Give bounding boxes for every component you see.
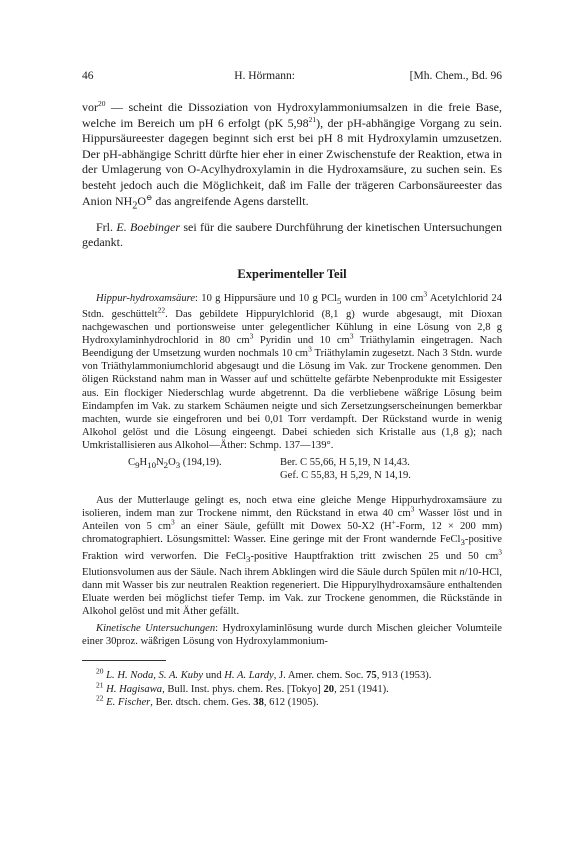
hippur-sub-1: 5 <box>336 295 342 306</box>
thanks-text-1: Frl. <box>96 219 117 234</box>
ml-sub-2: 3 <box>246 553 251 564</box>
formula-c: C <box>128 456 136 468</box>
ml-sup-4: 3 <box>498 547 502 557</box>
footnote-ref-22: 22 <box>157 305 166 315</box>
footnote-authors: E. Fischer <box>106 696 151 708</box>
ml-text-5: -positive Fraktion wird verworfen. Die FeCl <box>82 534 502 562</box>
formula-mw: (194,19). <box>180 456 222 468</box>
hippur-sup-5: 3 <box>308 344 312 354</box>
hippur-text-1: : 10 g Hippursäure und 10 g PCl <box>195 292 337 304</box>
footnote-volume: 38 <box>253 696 264 708</box>
intro-text-5: das angreifende Agens darstellt. <box>152 193 309 208</box>
ml-sup-2: 3 <box>170 517 175 527</box>
ml-text-1: Aus der Mutterlauge gelingt es, noch etwa eine gleiche Menge Hippurhydroxamsäure zu isolieren, indem man zur Trockene nimmt, den Rückstand in etwa 40 cm <box>82 495 502 520</box>
formula-h-sub: 10 <box>147 460 156 471</box>
footnote-authors-2: H. A. Lardy <box>224 670 274 682</box>
mother-liquor-paragraph <box>82 494 502 618</box>
hippur-lead: Hippur-hydroxamsäure <box>96 292 196 304</box>
footnote-num: 22 <box>96 693 104 703</box>
ml-normality: n <box>459 566 465 578</box>
kinetic-text-1: : Hydroxylaminlösung wurde durch Mischen gleicher Volumteile einer 30proz. wäßrigen Lösung von Hydroxylammonium- <box>82 623 503 648</box>
found-values: Gef. C 55,83, H 5,29, N 14,19. <box>280 470 411 482</box>
intro-text-3: ), der pH-abhängige Vorgang zu sein. Hippursäureester dagegen beginnt sich erst bei pH 8 mit Hydroxylamin umzusetzen. Der pH-abhängige Schritt dürfte hier eher in einer Zwischenstufe der Reaktion, etwa in der Umlagerung von O-Acylhydroxylamin in die Hydroxamsäure, zu suchen sein. Es besteht jedoch auch die Möglichkeit, daß im Falle der trägeren Carbonsäureester das Anion NH <box>82 115 502 208</box>
molecular-formula <box>82 456 280 482</box>
elemental-analysis <box>82 456 502 482</box>
ml-text-7: Elutionsvolumen aus der Säule. Nach ihrem Abklingen wird die Säule durch Spülen mit <box>82 566 460 578</box>
intro-sub: 2 <box>132 199 138 211</box>
intro-text-1: vor <box>82 100 98 114</box>
ml-sup-3: + <box>391 517 396 527</box>
ml-text-6: -positive Hauptfraktion tritt zwischen 25 und 50 cm <box>250 550 499 562</box>
footnote-volume: 20 <box>323 683 335 695</box>
footnote-and: und <box>203 670 225 682</box>
footnote-source: , Bull. Inst. phys. chem. Res. [Tokyo] <box>162 683 324 695</box>
hippur-text-5: Pyridin und 10 cm <box>253 335 350 347</box>
footnote-21 <box>82 680 502 696</box>
footnote-tail: , 913 (1953). <box>376 670 432 682</box>
intro-text-2: — scheint die Dissoziation von Hydroxylammoniumsalzen in die freie Base, welche im Bereich um pH 6 erfolgt (pK 5,98 <box>82 100 502 130</box>
footnote-source: , J. Amer. chem. Soc. <box>273 670 367 682</box>
formula-n: N <box>155 456 164 468</box>
running-header <box>82 68 502 84</box>
footnote-num: 21 <box>96 680 104 690</box>
thanks-paragraph <box>82 220 502 251</box>
anion-charge: ⊖ <box>146 192 153 202</box>
hippur-text-6: Triäthylamin eingetragen. Nach Beendigung der Umsetzung wurden nochmals 10 cm <box>82 335 503 360</box>
hippur-text-2: wurden in 100 cm <box>341 292 424 304</box>
hippur-text-4: . Das gebildete Hippurylchlorid (8,1 g) wurde abgesaugt, mit Dioxan nachgewaschen und portionsweise unter gelegentlicher Kühlung in eine Lösung von 2,8 g Hydroxylaminhydrochlorid in 80 cm <box>82 308 502 347</box>
footnote-20 <box>82 666 502 682</box>
page-number: 46 <box>82 70 94 82</box>
analysis-values <box>280 456 411 482</box>
section-heading: Experimenteller Teil <box>237 266 347 281</box>
hippur-text-7: Triäthylamin zugesetzt. Nach 3 Stdn. wurde von Triäthylammoniumchlorid abgesaugt und die Lösung im Vak. zur Trockene genommen. Den öligen Rückstand nahm man in Wasser auf und schüttelte gefärbte Nebenprodukte mit Essigester aus. Ein flockiger Niederschlag wurde abgetrennt. Da die verbliebene wäßrige Lösung beim Eindampfen im Vak. zu starkem Schäumen neigte und sich Zersetzungserscheinungen bemerkbar machten, wurde sie eingefroren und bei 0,01 Torr verdampft. Der Rückstand wurde in wenig Alkohol gelöst und die Lösung eingeengt. Dabei schieden sich Kristalle aus (1,8 g); nach Umkristallisieren aus Alkohol—Äther: Schmp. 137—139°. <box>82 348 502 451</box>
formula-c-sub: 9 <box>135 460 140 471</box>
ml-sub-1: 3 <box>460 537 465 548</box>
ml-sup-1: 3 <box>410 504 415 514</box>
footnote-authors: H. Hagisawa <box>106 683 163 695</box>
header-journal: [Mh. Chem., Bd. 96 <box>409 70 502 82</box>
footnote-volume: 75 <box>366 670 377 682</box>
hippur-sup-4: 3 <box>349 331 354 341</box>
footnote-authors: L. H. Noda, S. A. Kuby <box>106 670 204 682</box>
kinetic-paragraph <box>82 622 502 648</box>
ml-text-2: Wasser löst und in Anteilen von 5 cm <box>82 508 503 533</box>
formula-n-sub: 2 <box>163 460 169 471</box>
footnote-num: 20 <box>96 666 104 676</box>
footnote-tail: , 612 (1905). <box>263 696 319 708</box>
footnote-22 <box>82 693 502 709</box>
hippur-paragraph <box>82 289 503 452</box>
calculated-values: Ber. C 55,66, H 5,19, N 14,43. <box>280 456 410 468</box>
intro-paragraph <box>82 100 502 214</box>
footnote-tail: , 251 (1941). <box>334 683 389 695</box>
ml-text-4: -Form, 12 × 200 mm) chromatographiert. Lösungsmittel: Wasser. Eine geringe mit der Front wandernde FeCl <box>82 521 502 546</box>
kinetic-lead: Kinetische Untersuchungen <box>96 623 216 635</box>
hippur-sup-3: 3 <box>249 331 254 341</box>
ml-text-8: /10-HCl, dann mit Wasser bis zur neutralen Reaktion regeneriert. Die Hippurylhydroxamsäure enthaltenden Eluate werden bei möglichst tiefer Temp. im Vak. zur Trockene genommen, die Rückstände in Alkohol gelöst und mit Äther gefällt. <box>82 566 502 618</box>
hippur-text-3: Acetylchlorid 24 Stdn. geschüttelt <box>82 292 502 320</box>
formula-o: O <box>168 456 176 468</box>
ml-text-3: an einer Säule, gefüllt mit Dowex 50-X2 (H <box>174 521 392 533</box>
formula-o-sub: 3 <box>175 460 181 471</box>
intro-text-4: O <box>137 193 147 208</box>
footnote-source: , Ber. dtsch. chem. Ges. <box>150 696 254 708</box>
footnote-ref-20: 20 <box>98 99 106 108</box>
formula-h: H <box>139 456 148 468</box>
header-author: H. Hörmann: <box>234 70 295 82</box>
footnote-divider <box>82 660 166 661</box>
hippur-sup-1: 3 <box>423 289 428 299</box>
thanks-name: E. Boebinger <box>116 219 181 234</box>
page <box>82 68 502 709</box>
footnote-ref-21: 21 <box>308 114 317 124</box>
thanks-text-2: sei für die saubere Durchführung der kinetischen Untersuchungen gedankt. <box>82 219 502 250</box>
